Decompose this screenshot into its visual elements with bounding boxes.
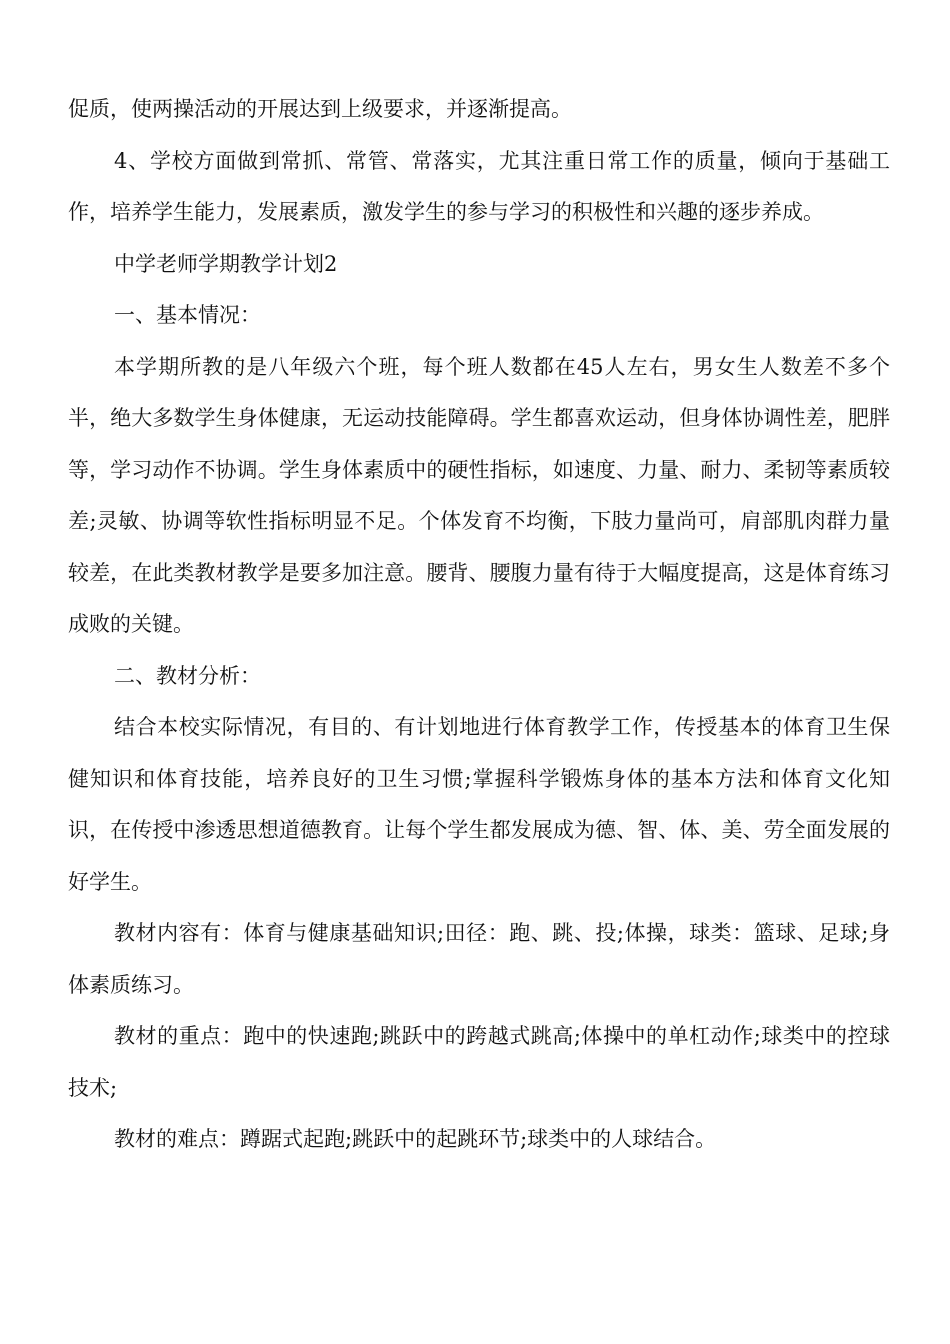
paragraph-material-key-points: 教材的重点：跑中的快速跑;跳跃中的跨越式跳高;体操中的单杠动作;球类中的控球技术; — [68, 1024, 890, 1100]
heading-basic-situation: 一、基本情况： — [114, 303, 261, 327]
paragraph-material-content: 教材内容有：体育与健康基础知识;田径：跑、跳、投;体操，球类：篮球、足球;身体素质练习。 — [68, 921, 890, 997]
heading-material-analysis: 二、教材分析： — [114, 663, 261, 688]
paragraph-item-4: 4、学校方面做到常抓、常管、常落实，尤其注重日常工作的质量，倾向于基础工作，培养学生能力，发展素质，激发学生的参与学习的积极性和兴趣的逐步养成。 — [68, 148, 890, 224]
paragraph-continuation: 促质，使两操活动的开展达到上级要求，并逐渐提高。 — [68, 97, 572, 121]
paragraph-material-difficulties: 教材的难点：蹲踞式起跑;跳跃中的起跳环节;球类中的人球结合。 — [114, 1127, 717, 1151]
section-title: 中学老师学期教学计划2 — [114, 251, 338, 276]
paragraph-material-analysis: 结合本校实际情况，有目的、有计划地进行体育教学工作，传授基本的体育卫生保健知识和体育技能，培养良好的卫生习惯;掌握科学锻炼身体的基本方法和体育文化知识，在传授中渗透思想道德教育。让每个学生都发展成为德、智、体、美、劳全面发展的好学生。 — [68, 715, 890, 894]
document-page — [68, 84, 890, 1166]
paragraph-basic-situation: 本学期所教的是八年级六个班，每个班人数都在45人左右，男女生人数差不多个半，绝大多数学生身体健康，无运动技能障碍。学生都喜欢运动，但身体协调性差，肥胖等，学习动作不协调。学生身体素质中的硬性指标，如速度、力量、耐力、柔韧等素质较差;灵敏、协调等软性指标明显不足。个体发育不均衡，下肢力量尚可，肩部肌肉群力量较差，在此类教材教学是要多加注意。腰背、腰腹力量有待于大幅度提高，这是体育练习成败的关键。 — [68, 354, 890, 636]
